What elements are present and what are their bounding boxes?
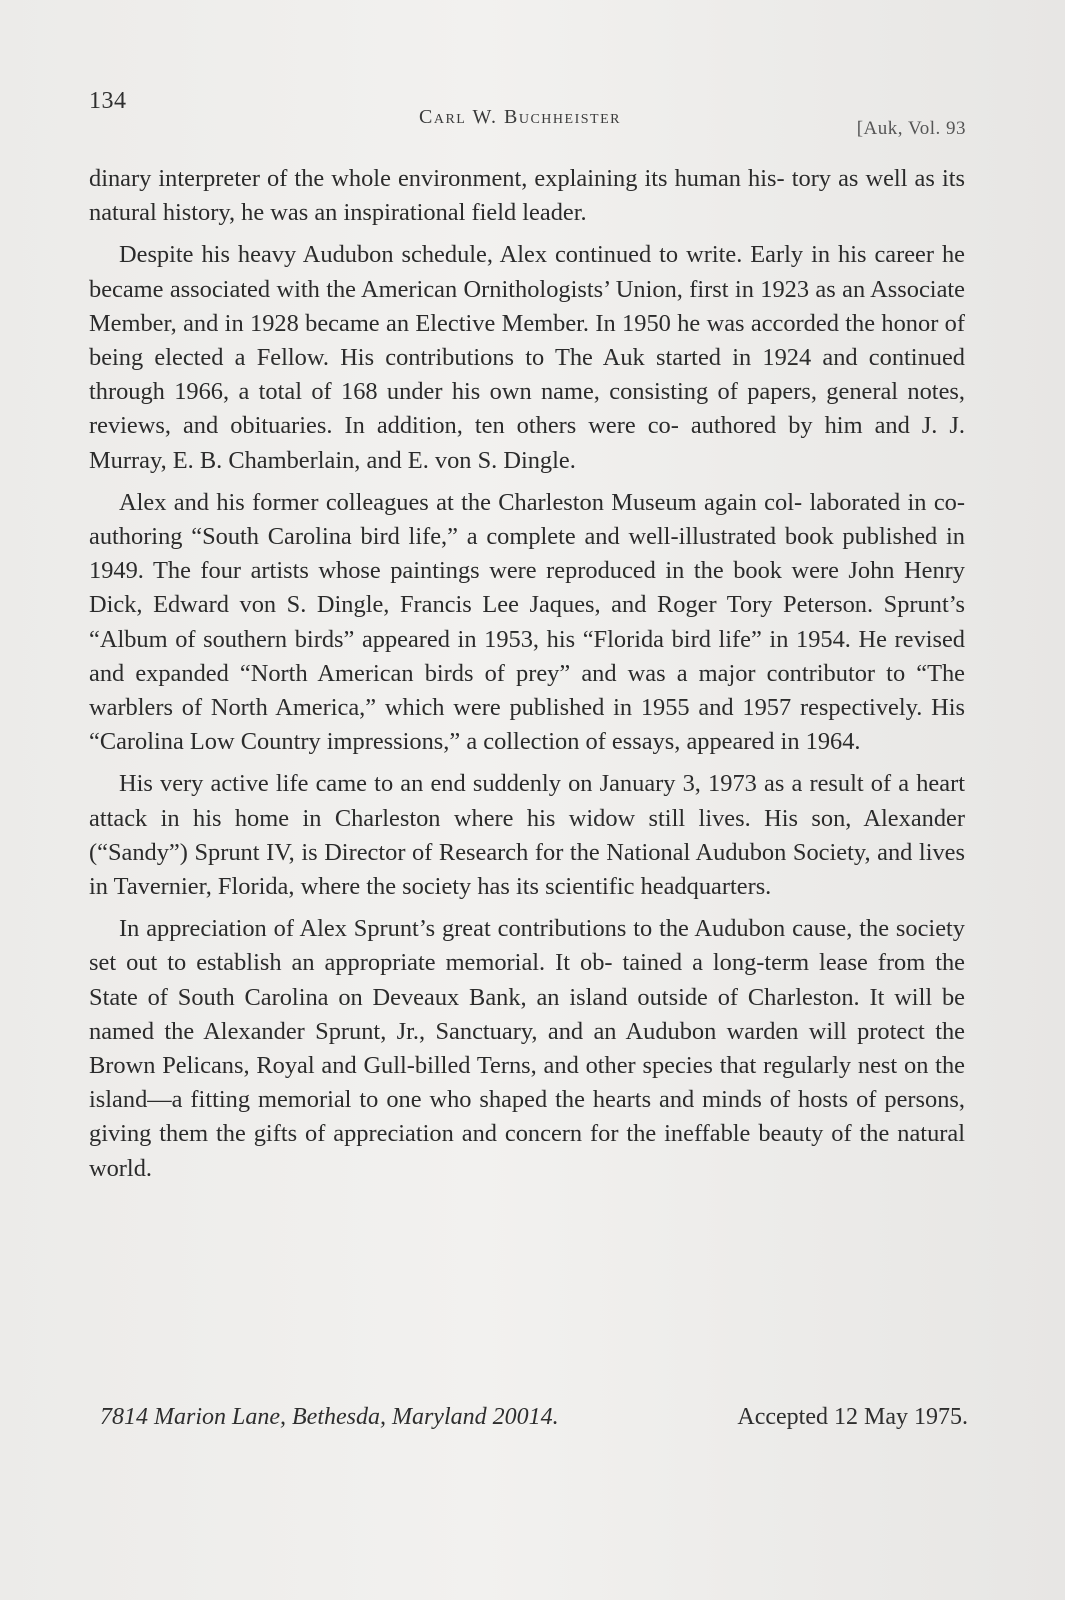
paragraph-memorial: In appreciation of Alex Sprunt’s great contributions to the Audubon cause, the society set out to establish an appropriate memorial. It ob- tained a long-term lease from the State of South Carolina on Deveaux Bank, an island outside of Charleston. It will be named the Alexander Sprunt, Jr., Sanctuary, and an Audubon warden will protect the Brown Pelicans, Royal and Gull-billed Terns, and other species that regularly nest on the island—a fitting memorial to one who shaped the hearts and minds of hosts of persons, giving them the gifts of appreciation and concern for the ineffable beauty of the natural world. <box>89 915 965 1182</box>
running-head-author: Carl W. Buchheister <box>419 106 621 128</box>
page-number: 134 <box>89 88 127 114</box>
running-head <box>89 88 966 138</box>
paragraph-publications: Alex and his former colleagues at the Charleston Museum again col- laborated in co-authoring “South Carolina bird life,” a complete and well-illustrated book published in 1949. The four artists whose paintings were reproduced in the book were John Henry Dick, Edward von S. Dingle, Francis Lee Jaques, and Roger Tory Peterson. Sprunt’s “Album of southern birds” appeared in 1953, his “Florida bird life” in 1954. He revised and expanded “North American birds of prey” and was a major contributor to “The warblers of North America,” which were published in 1955 and 1957 respectively. His “Carolina Low Country impressions,” a collection of essays, appeared in 1964. <box>89 488 965 756</box>
paragraph-writing-career: Despite his heavy Audubon schedule, Alex continued to write. Early in his career he became associated with the American Ornithologists’ Union, first in 1923 as an Associate Member, and in 1928 became an Elective Member. In 1950 he was accorded the honor of being elected a Fellow. His contributions to The Auk started in 1924 and continued through 1966, a total of 168 under his own name, consisting of papers, general notes, reviews, and obituaries. In addition, ten others were co- authored by him and J. J. Murray, E. B. Chamberlain, and E. von S. Dingle. <box>89 241 965 474</box>
author-address: 7814 Marion Lane, Bethesda, Maryland 20014. <box>100 1404 559 1430</box>
paragraph-death-and-family: His very active life came to an end suddenly on January 3, 1973 as a result of a heart attack in his home in Charleston where his widow still lives. His son, Alexander (“Sandy”) Sprunt IV, is Director of Research for the National Audubon Society, and lives in Tavernier, Florida, where the society has its scientific headquarters. <box>89 770 965 901</box>
paragraph-continuation: dinary interpreter of the whole environment, explaining its human his- tory as well as its natural history, he was an inspirational field leader. <box>89 165 965 227</box>
article-body <box>89 162 965 1194</box>
author-address-line <box>100 1404 968 1431</box>
journal-reference: [Auk, Vol. 93 <box>856 118 966 139</box>
accepted-date: Accepted 12 May 1975. <box>737 1404 968 1430</box>
